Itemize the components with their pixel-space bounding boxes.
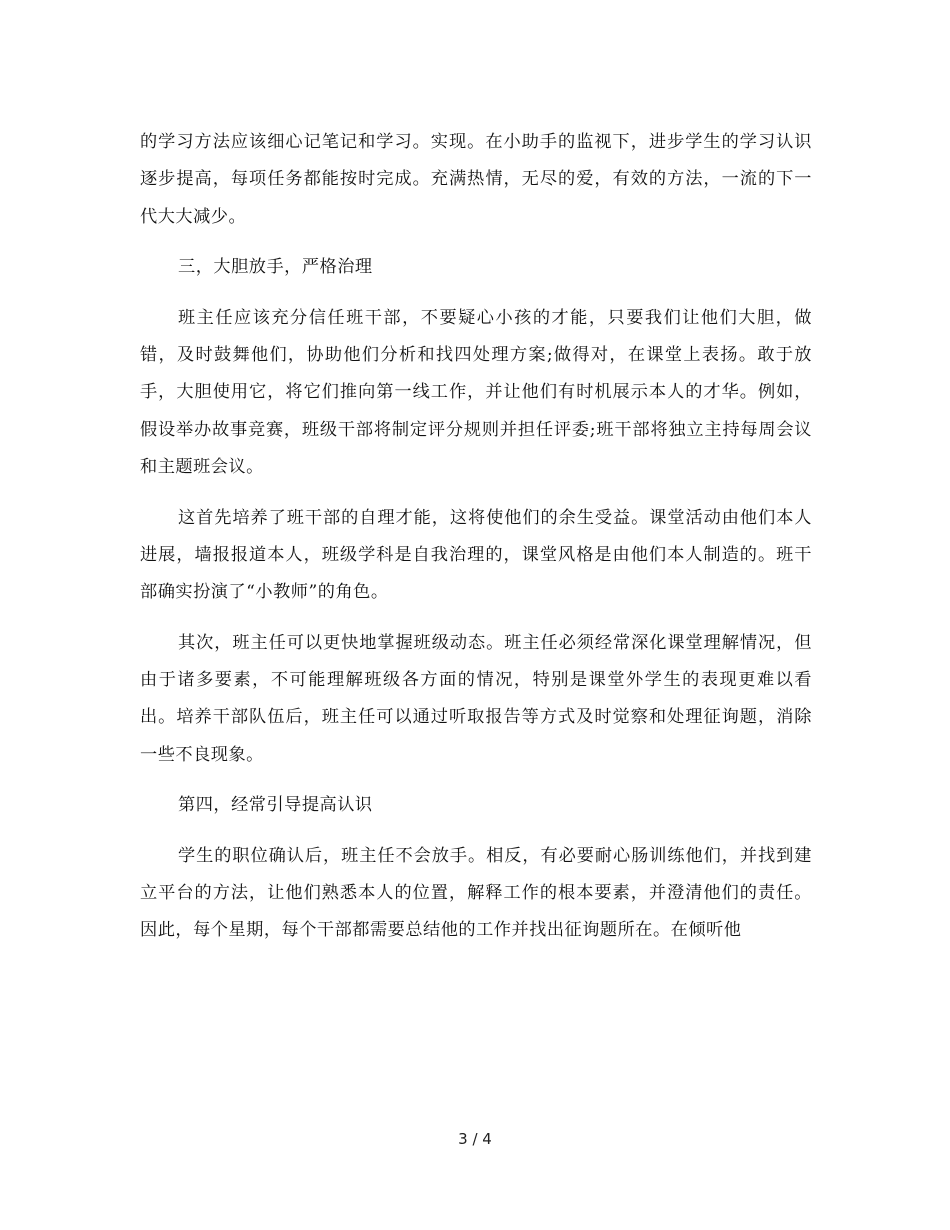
- document-body: [140, 124, 812, 950]
- paragraph-continuation: 的学习方法应该细心记笔记和学习。实现。在小助手的监视下，进步学生的学习认识逐步提高，每项任务都能按时完成。充满热情，无尽的爱，有效的方法，一流的下一代大大减少。: [140, 132, 812, 227]
- section-heading-four: 第四，经常引导提高认识: [178, 795, 373, 816]
- paragraph: 这首先培养了班干部的自理才能，这将使他们的余生受益。课堂活动由他们本人进展，墙报报道本人，班级学科是自我治理的，课堂风格是由他们本人制造的。班干部确实扮演了“小教师”的角色。: [140, 507, 812, 603]
- section-heading-three: 三，大胆放手，严格治理: [178, 257, 373, 278]
- paragraph: 学生的职位确认后，班主任不会放手。相反，有必要耐心肠训练他们，并找到建立平台的方法，让他们熟悉本人的位置，解释工作的根本要素，并澄清他们的责任。因此，每个星期，每个干部都需要总结他的工作并找出征询题所在。在倾听他: [140, 845, 812, 941]
- paragraph: 其次，班主任可以更快地掌握班级动态。班主任必须经常深化课堂理解情况，但由于诸多要素，不可能理解班级各方面的情况，特别是课堂外学生的表现更难以看出。培养干部队伍后，班主任可以通过听取报告等方式及时觉察和处理征询题，消除一些不良现象。: [140, 632, 812, 765]
- paragraph: 班主任应该充分信任班干部，不要疑心小孩的才能，只要我们让他们大胆，做错，及时鼓舞他们，协助他们分析和找四处理方案;做得对，在课堂上表扬。敢于放手，大胆使用它，将它们推向第一线工作，并让他们有时机展示本人的才华。例如，假设举办故事竞赛，班级干部将制定评分规则并担任评委;班干部将独立主持每周会议和主题班会议。: [140, 307, 812, 477]
- page-number: 3 / 4: [458, 1130, 492, 1148]
